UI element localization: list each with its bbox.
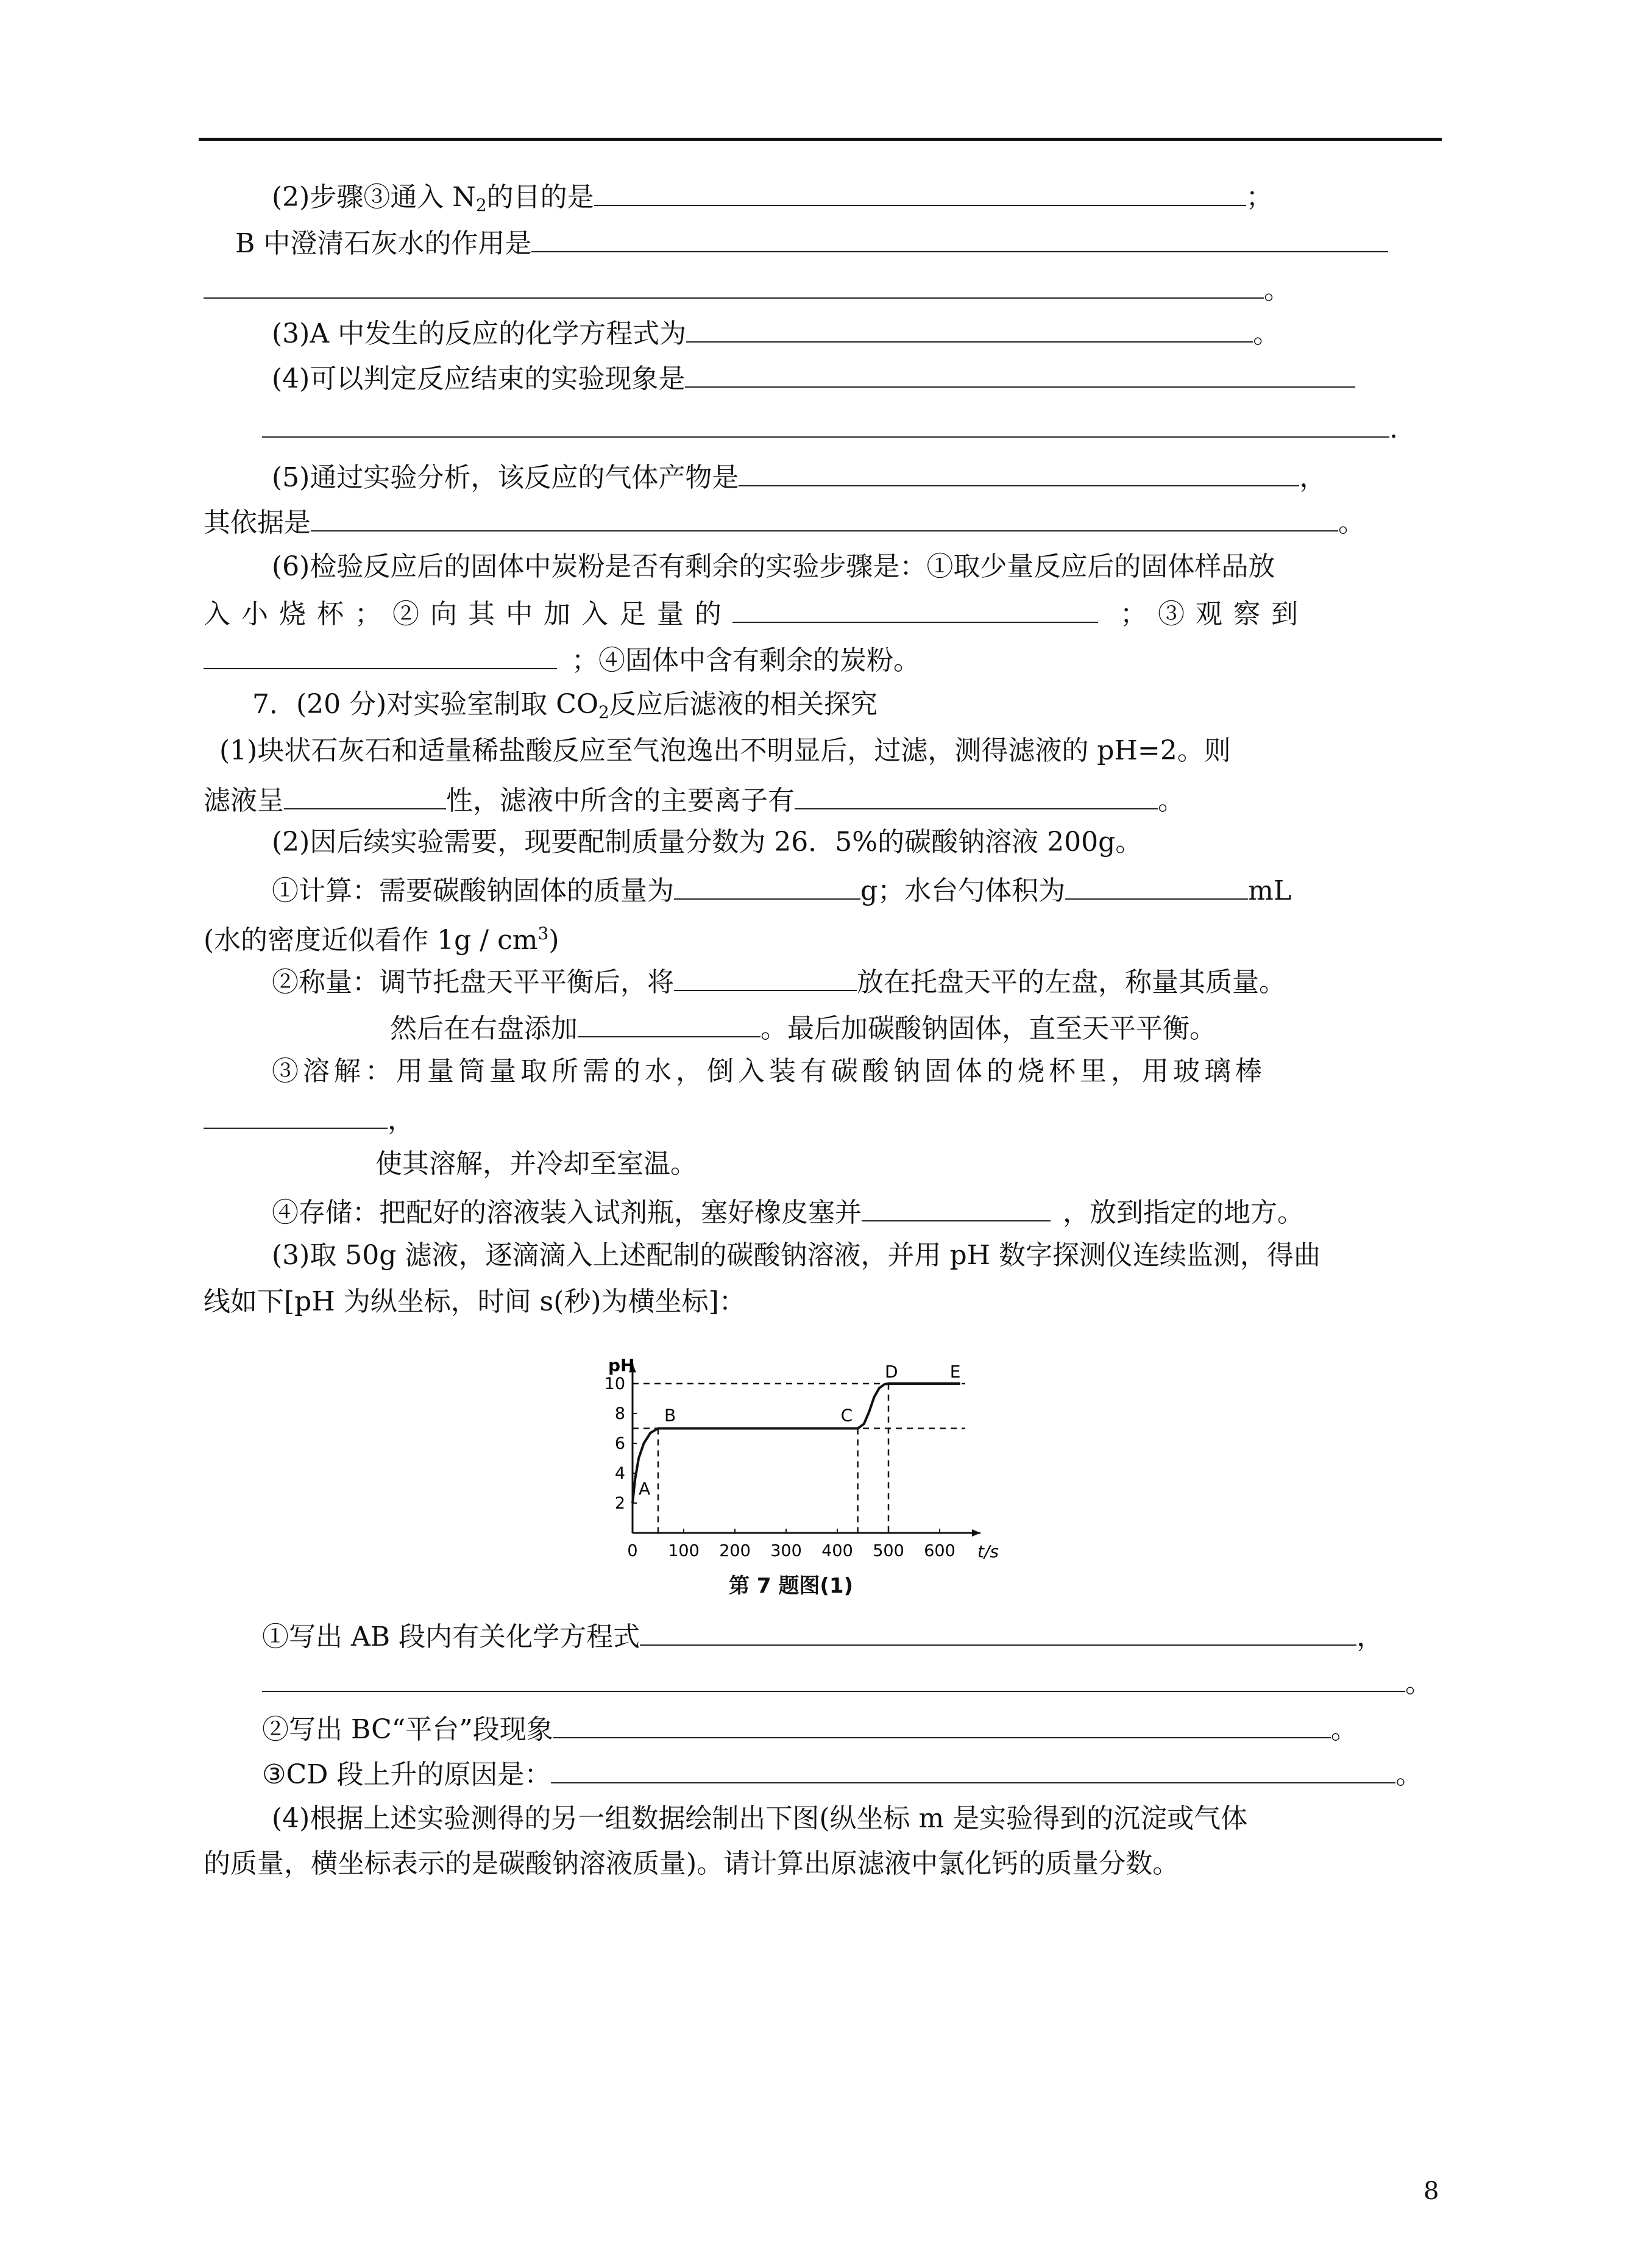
y-tick-label: 8 (614, 1404, 625, 1423)
answer-blank[interactable] (732, 595, 1098, 623)
answer-blank[interactable] (262, 410, 1389, 438)
ph-curve (633, 1384, 960, 1503)
answer-blank[interactable] (311, 503, 1338, 531)
q2-line: (2)步骤③通入 $N_2$的目的是 ； (272, 178, 1273, 222)
q7-3-q2: ②写出 BC“平台”段现象 。 (262, 1710, 1358, 1747)
answer-blank[interactable] (204, 641, 557, 669)
q7-2-weigh: ②称量：调节托盘天平平衡后，将 放在托盘天平的左盘，称量其质量。 (272, 963, 1286, 1000)
y-axis-label: pH (608, 1355, 635, 1376)
answer-blank[interactable] (1065, 872, 1248, 900)
q7-2-weigh2: 然后在右盘添加 。最后加碳酸钠固体，直至天平平衡。 (390, 1009, 1216, 1046)
point-label-C: C (840, 1405, 853, 1426)
answer-blank[interactable] (674, 872, 860, 900)
answer-blank[interactable] (578, 1009, 760, 1037)
answer-blank[interactable] (674, 963, 857, 991)
q7-4-line2: 的质量，横坐标表示的是碳酸钠溶液质量)。请计算出原滤液中氯化钙的质量分数。 (204, 1848, 1180, 1879)
q7-3-line2: 线如下[pH 为纵坐标，时间 s(秒)为横坐标]： (204, 1286, 746, 1317)
x-tick-label: 400 (821, 1541, 853, 1560)
point-label-E: E (949, 1362, 961, 1382)
answer-blank[interactable] (685, 360, 1355, 388)
page-number: 8 (1424, 2177, 1439, 2205)
point-label-A: A (639, 1479, 651, 1499)
q7-3-q1b: 。 (262, 1664, 1432, 1701)
q4-line: (4)可以判定反应结束的实验现象是 (272, 360, 1355, 396)
top-rule (199, 138, 1442, 141)
q7-3-q1: ①写出 AB 段内有关化学方程式 ， (262, 1618, 1383, 1654)
q7-1-line1: (1)块状石灰石和适量稀盐酸反应至气泡逸出不明显后，过滤，测得滤液的 pH=2。则 (219, 735, 1231, 766)
answer-blank[interactable] (594, 178, 1246, 206)
answer-blank[interactable] (531, 224, 1388, 252)
y-tick-label: 2 (614, 1494, 625, 1513)
x-tick-label: 200 (719, 1541, 751, 1560)
q7-2-density: (水的密度近似看作 $1g / cm^3$) (204, 923, 559, 956)
q7-2-store: ④存储：把配好的溶液装入试剂瓶，塞好橡皮塞并 ，放到指定的地方。 (272, 1193, 1304, 1230)
q7-2-dissolve: ③溶解：用量筒量取所需的水，倒入装有碳酸钠固体的烧杯里，用玻璃棒 (272, 1056, 1266, 1087)
answer-blank[interactable] (204, 1101, 388, 1129)
q7-title: 7．(20 分)对实验室制取 $CO_2$反应后滤液的相关探究 (252, 689, 878, 722)
q2b-line: B 中澄清石灰水的作用是 (235, 224, 1388, 261)
ph-time-chart (579, 1329, 1042, 1566)
answer-blank[interactable] (686, 315, 1253, 343)
answer-blank[interactable] (204, 271, 1264, 299)
q7-2-line1: (2)因后续实验需要，现要配制质量分数为 26．5%的碳酸钠溶液 200g。 (272, 827, 1143, 858)
y-tick-label: 4 (614, 1464, 625, 1483)
x-tick-label: 500 (873, 1541, 904, 1560)
y-tick-label: 6 (614, 1434, 625, 1453)
x-tick-label: 600 (924, 1541, 956, 1560)
point-label-B: B (664, 1405, 676, 1426)
x-axis-arrow (972, 1529, 980, 1537)
point-label-D: D (885, 1362, 898, 1382)
q7-2-dissolve-blank: ， (204, 1101, 414, 1137)
x-tick-label: 100 (668, 1541, 700, 1560)
q7-1-line2: 滤液呈 性，滤液中所含的主要离子有 。 (204, 781, 1185, 818)
answer-blank[interactable] (284, 781, 446, 809)
y-tick-label: 10 (604, 1374, 625, 1393)
q7-2-calc: ①计算：需要碳酸钠固体的质量为 g；水台勺体积为 mL (272, 872, 1291, 908)
q7-3-q3: ③CD 段上升的原因是： 。 (262, 1755, 1422, 1792)
q7-3-line1: (3)取 50g 滤液，逐滴滴入上述配制的碳酸钠溶液，并用 pH 数字探测仪连续监测，得曲 (272, 1240, 1321, 1271)
q7-4-line1: (4)根据上述实验测得的另一组数据绘制出下图(纵坐标 m 是实验得到的沉淀或气体 (272, 1803, 1248, 1834)
answer-blank[interactable] (795, 781, 1158, 809)
answer-blank[interactable] (262, 1664, 1405, 1692)
q4b-line: . (262, 410, 1398, 446)
q3-line: (3)A 中发生的反应的化学方程式为 。 (272, 315, 1280, 351)
x-axis-label: t/s (977, 1541, 999, 1562)
answer-blank[interactable] (553, 1710, 1331, 1738)
q5b-line: 其依据是 。 (204, 503, 1365, 540)
answer-blank[interactable] (551, 1755, 1395, 1783)
q2c-line: 。 (204, 271, 1291, 307)
q7-2-dissolve2: 使其溶解，并冷却至室温。 (375, 1148, 697, 1179)
x-tick-label: 300 (770, 1541, 802, 1560)
q6-line3: ；④固体中含有剩余的炭粉。 (204, 641, 920, 678)
answer-blank[interactable] (862, 1193, 1051, 1221)
x-tick-label: 0 (627, 1541, 638, 1560)
answer-blank[interactable] (640, 1618, 1356, 1646)
chart-caption: 第 7 题图(1) (729, 1574, 854, 1598)
q5-line: (5)通过实验分析，该反应的气体产物是 ， (272, 458, 1326, 495)
answer-blank[interactable] (739, 458, 1299, 486)
q6-line1: (6)检验反应后的固体中炭粉是否有剩余的实验步骤是：①取少量反应后的固体样品放 (272, 551, 1275, 582)
q6-line2: 入小烧杯；②向其中加入足量的 ；③观察到 (204, 595, 1309, 631)
